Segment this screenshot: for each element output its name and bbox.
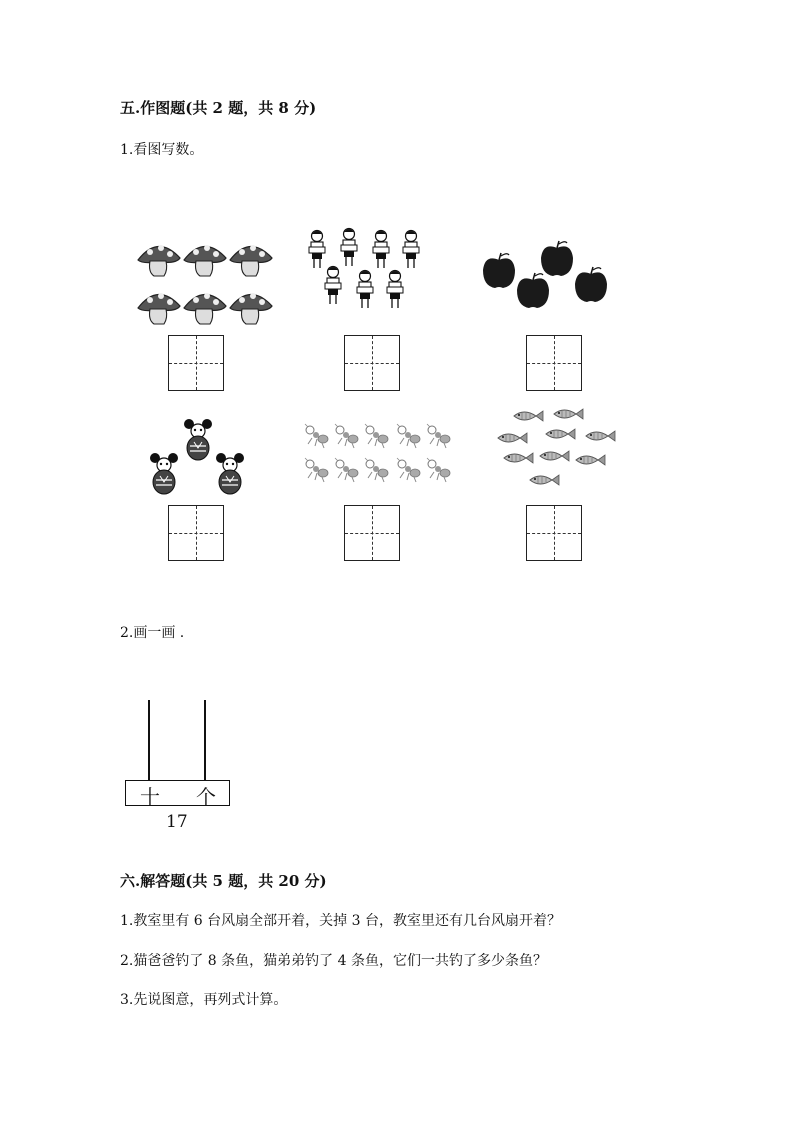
tens-rod[interactable]	[148, 700, 150, 780]
fish-image	[490, 404, 625, 494]
children-image	[304, 226, 434, 326]
section-5-title: 五.作图题(共 2 题，共 8 分)	[120, 99, 317, 117]
question-2-label: 2.画一画 .	[120, 625, 185, 641]
section-6-question-2: 2.猫爸爸钓了 8 条鱼，猫弟弟钓了 4 条鱼，它们一共钓了多少条鱼？	[120, 953, 547, 969]
ants-image	[302, 422, 452, 492]
question-1-label: 1.看图写数。	[120, 142, 204, 158]
apples-image	[477, 234, 617, 319]
section-6-title: 六.解答题(共 5 题，共 20 分)	[120, 872, 327, 890]
answer-box-ants[interactable]	[344, 505, 400, 561]
ones-rod[interactable]	[204, 700, 206, 780]
section-6-question-1: 1.教室里有 6 台风扇全部开着，关掉 3 台，教室里还有几台风扇开着？	[120, 913, 561, 929]
tens-label: 十	[140, 785, 160, 809]
answer-box-fish[interactable]	[526, 505, 582, 561]
ones-label: 个	[196, 785, 216, 809]
answer-box-mushrooms[interactable]	[168, 335, 224, 391]
answer-box-children[interactable]	[344, 335, 400, 391]
mushrooms-image	[134, 234, 284, 329]
section-6-question-3: 3.先说图意，再列式计算。	[120, 992, 288, 1008]
mickey-image	[146, 416, 256, 501]
abacus-number: 17	[166, 812, 188, 832]
count-picture-figure	[122, 212, 642, 582]
answer-box-apples[interactable]	[526, 335, 582, 391]
answer-box-mickey[interactable]	[168, 505, 224, 561]
